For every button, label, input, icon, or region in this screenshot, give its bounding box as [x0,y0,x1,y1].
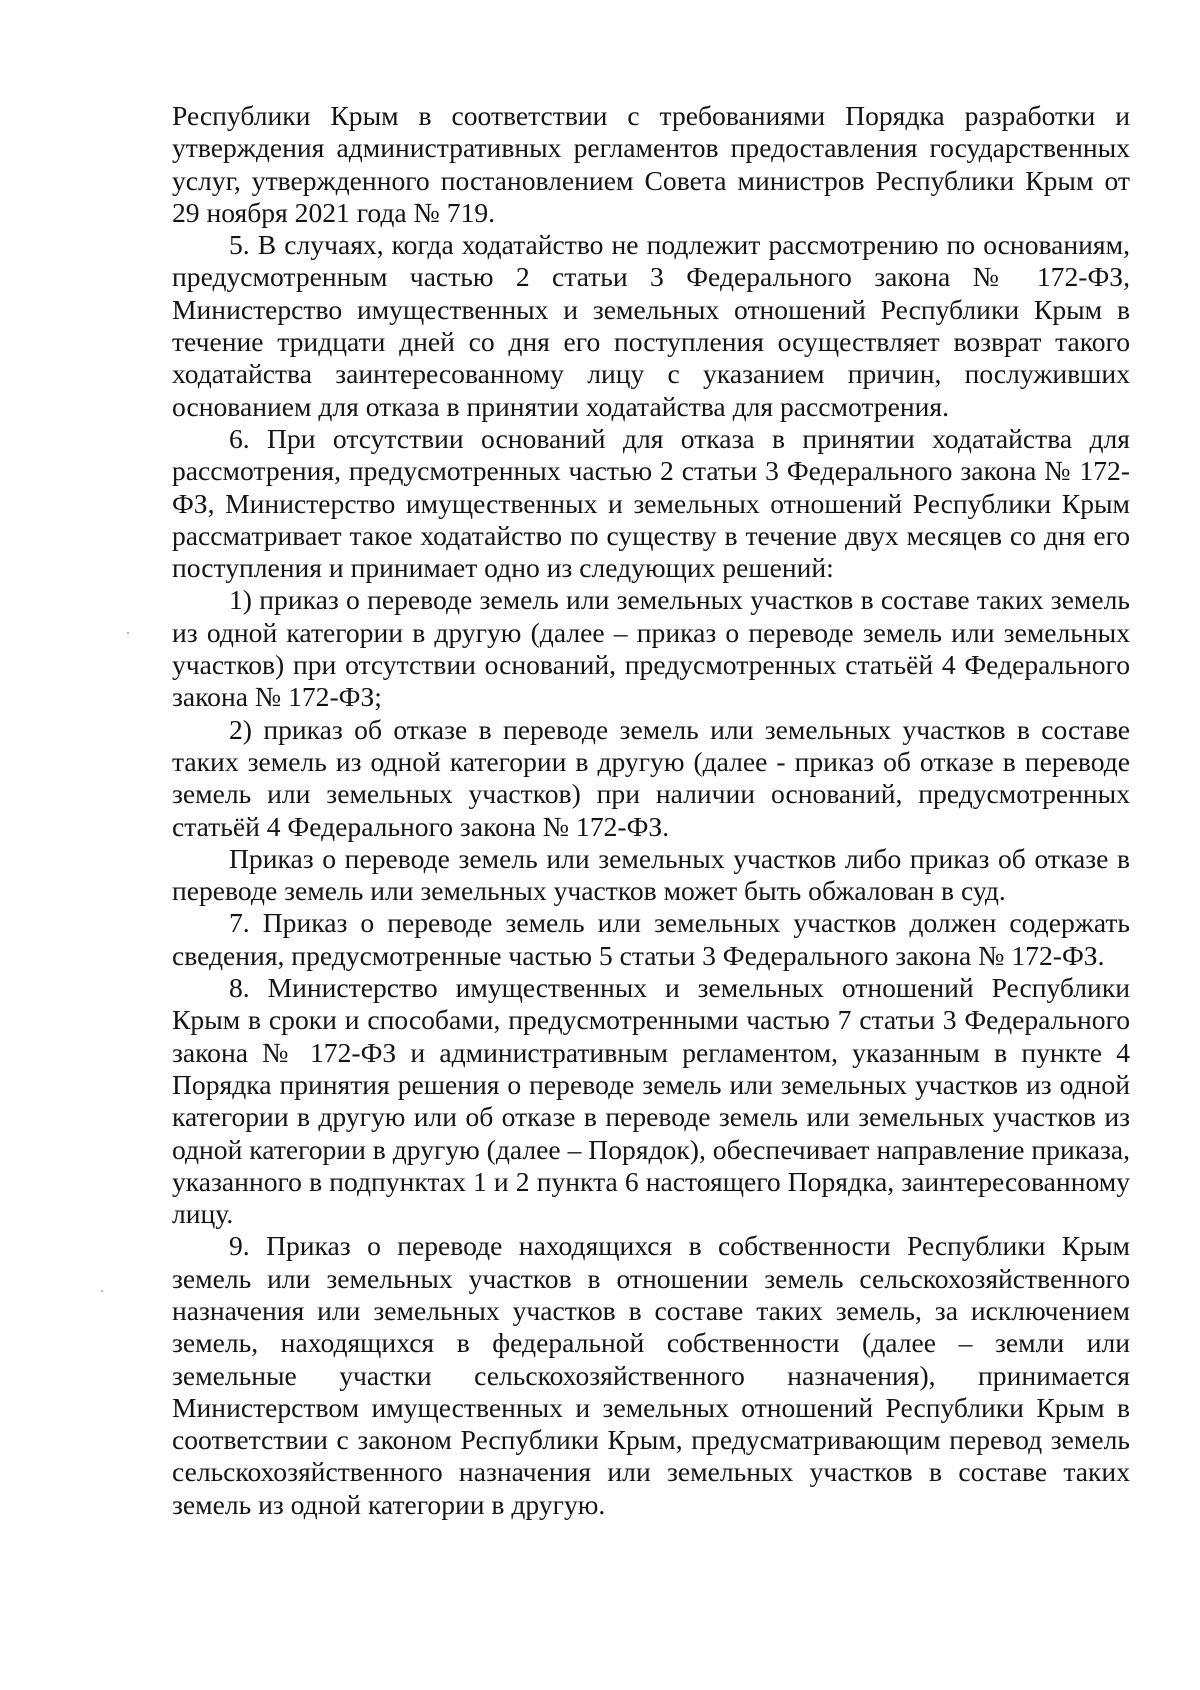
paragraph-appeal: Приказ о переводе земель или земельных участков либо приказ об отказе в переводе земель или земельных участков может быть обжалован в суд. [172,842,1130,907]
scan-speck [127,632,129,634]
paragraph-continuation: Республики Крым в соответствии с требованиями Порядка разработки и утверждения административных регламентов предоставления государственных услуг, утвержденного постановлением Совета министров Республики Крым от 29 ноября 2021 года № 719. [172,100,1130,228]
paragraph-item-6-2: 2) приказ об отказе в переводе земель или земельных участков в составе таких земель из одной категории в другую (далее - приказ об отказе в переводе земель или земельных участков) при наличии оснований, предусмотренных статьёй 4 Федерального закона № 172-ФЗ. [172,713,1130,842]
paragraph-item-6-1: 1) приказ о переводе земель или земельных участков в составе таких земель из одной категории в другую (далее – приказ о переводе земель или земельных участков) при отсутствии оснований, предусмотренных статьёй 4 Федерального закона № 172-ФЗ; [172,584,1130,713]
paragraph-item-5: 5. В случаях, когда ходатайство не подлежит рассмотрению по основаниям, предусмотренным частью 2 статьи 3 Федерального закона № 172-ФЗ, Министерство имущественных и земельных отношений Республики Крым в течение тридцати дней со дня его поступления осуществляет возврат такого ходатайства заинтересованному лицу с указанием причин, послуживших основанием для отказа в принятии ходатайства для рассмотрения. [172,229,1130,422]
paragraph-item-7: 7. Приказ о переводе земель или земельных участков должен содержать сведения, предусмотренные частью 5 статьи 3 Федерального закона № 172-ФЗ. [172,907,1130,971]
paragraph-item-9: 9. Приказ о переводе находящихся в собственности Республики Крым земель или земельных участков в отношении земель сельскохозяйственного назначения или земельных участков в составе таких земель, за исключением земель, находящихся в федеральной собственности (далее – земли или земельные участки сельскохозяйственного назначения), принимается Министерством имущественных и земельных отношений Республики Крым в соответствии с законом Республики Крым, предусматривающим перевод земель сельскохозяйственного назначения или земельных участков в составе таких земель из одной категории в другую. [172,1230,1130,1520]
paragraph-item-6: 6. При отсутствии оснований для отказа в принятии ходатайства для рассмотрения, предусмотренных частью 2 статьи 3 Федерального закона № 172-ФЗ, Министерство имущественных и земельных отношений Республики Крым рассматривает такое ходатайство по существу в течение двух месяцев со дня его поступления и принимает одно из следующих решений: [172,422,1130,584]
paragraph-item-8: 8. Министерство имущественных и земельных отношений Республики Крым в сроки и способами, предусмотренными частью 7 статьи 3 Федерального закона № 172-ФЗ и административным регламентом, указанным в пункте 4 Порядка принятия решения о переводе земель или земельных участков из одной категории в другую или об отказе в переводе земель или земельных участков из одной категории в другую (далее – Порядок), обеспечивает направление приказа, указанного в подпунктах 1 и 2 пункта 6 настоящего Порядка, заинтересованному лицу. [172,972,1130,1230]
scan-speck [101,1290,103,1292]
document-body [172,100,1130,1521]
